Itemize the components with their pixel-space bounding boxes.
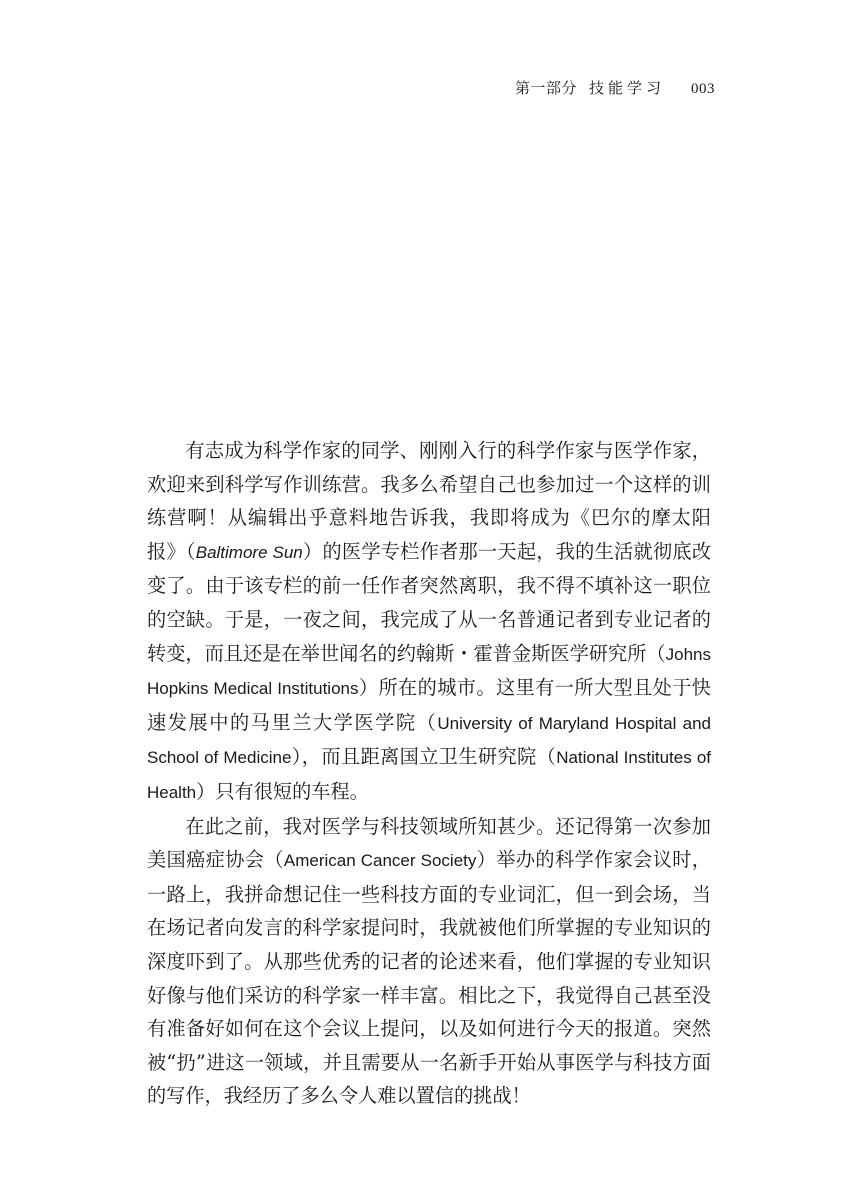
- running-header: [470, 77, 715, 98]
- header-chapter-title: 技能学习: [588, 79, 665, 97]
- paragraph-2-text-1: 在此之前，我对医学与科技领域所知甚少。还记得第一次参加美国癌症协会（: [147, 814, 711, 872]
- paragraph-1-term-johns-hopkins: Johns Hopkins Medical Institutions: [147, 644, 711, 699]
- paragraph-2-term-american-cancer-society: American Cancer Society: [283, 851, 477, 871]
- paragraph-1-text-5: ）只有很短的车程。: [196, 779, 369, 803]
- paragraph-2-text-2: ）举办的科学作家会议时，一路上，我拼命想记住一些科技方面的专业词汇，但一到会场，当在场记者向发言的科学家提问时，我就被他们所掌握的专业知识的深度吓到了。从那些优秀的记者的论述来看，他们掌握的专业知识好像与他们采访的科学家一样丰富。相比之下，我觉得自己甚至没有准备好如何在这个会议上提问，以及如何进行今天的报道。突然被“扔”进这一领域，并且需要从一名新手开始从事医学与科技方面的写作，我经历了多么令人难以置信的挑战！: [147, 848, 711, 1108]
- paragraph-2: [147, 810, 711, 1113]
- body-text: [147, 434, 711, 1113]
- paragraph-1-term-university-of-maryland: University of Maryland Hospital and School of Medicine: [147, 713, 711, 768]
- paragraph-1: [147, 434, 711, 810]
- paragraph-1-text-3: ）所在的城市。这里有一所大型且处于快速发展中的马里兰大学医学院（: [147, 676, 711, 734]
- header-section-title: 第一部分: [514, 79, 577, 97]
- paragraph-1-title-baltimore-sun: Baltimore Sun: [195, 542, 303, 562]
- page-number: 003: [691, 81, 715, 97]
- paragraph-1-text-2: ）的医学专栏作者那一天起，我的生活就彻底改变了。由于该专栏的前一任作者突然离职，我不得不填补这一职位的空缺。于是，一夜之间，我完成了从一名普通记者到专业记者的转变，而且还是在举世闻名的约翰斯・霍普金斯医学研究所（: [147, 539, 712, 665]
- paragraph-1-term-nih: National Institutes of Health: [147, 748, 712, 802]
- paragraph-1-text-1: 有志成为科学作家的同学、刚刚入行的科学作家与医学作家，欢迎来到科学写作训练营。我多么希望自己也参加过一个这样的训练营啊！从编辑出乎意料地告诉我，我即将成为《巴尔的摩太阳报》（: [147, 439, 711, 563]
- paragraph-1-text-4: ），而且距离国立卫生研究院（: [291, 745, 557, 769]
